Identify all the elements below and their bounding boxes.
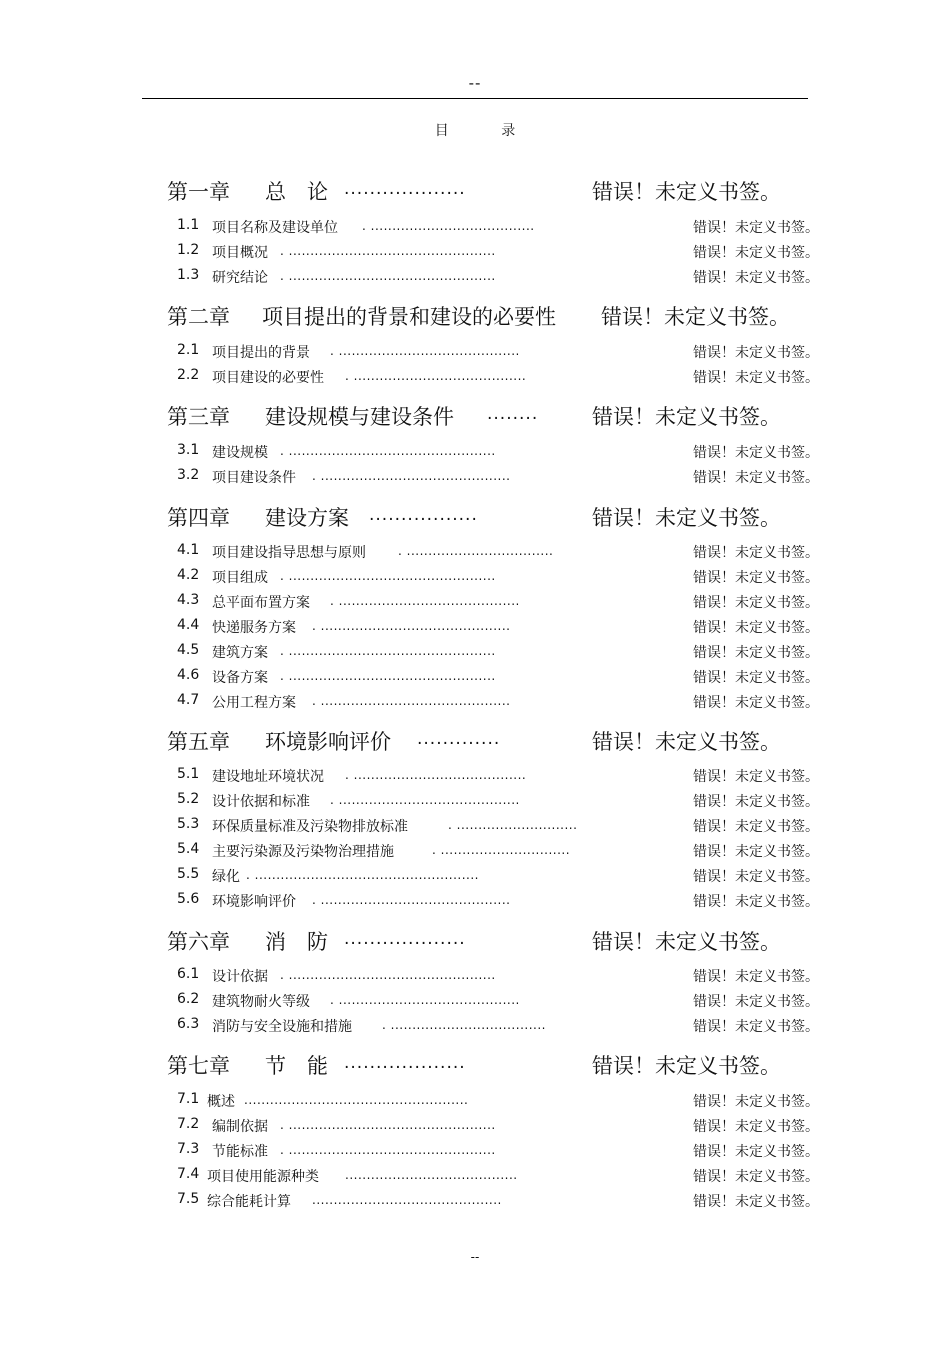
section-number: 3.1 (177, 442, 200, 458)
dot-leader: ............................................ (312, 1193, 502, 1207)
dot-leader: . .......................................... (330, 344, 520, 358)
section-number: 4.1 (177, 542, 200, 558)
dot-leader: . ........................................ (345, 768, 527, 782)
section-title: 绿化 (212, 869, 240, 885)
section-entry (0, 991, 950, 1011)
chapter-number: 第五章 (167, 730, 230, 754)
section-number: 4.2 (177, 567, 200, 583)
section-entry (0, 242, 950, 262)
section-entry (0, 467, 950, 487)
chapter-page-ref: 错误！未定义书签。 (601, 305, 790, 329)
section-title: 项目使用能源种类 (207, 1169, 319, 1185)
chapter-number: 第一章 (167, 180, 230, 204)
section-page-ref: 错误！未定义书签。 (693, 769, 819, 785)
section-entry (0, 642, 950, 662)
section-page-ref: 错误！未定义书签。 (693, 1144, 819, 1160)
section-number: 5.2 (177, 791, 200, 807)
section-title: 项目名称及建设单位 (212, 220, 338, 236)
section-entry (0, 592, 950, 612)
section-entry (0, 891, 950, 911)
section-page-ref: 错误！未定义书签。 (693, 670, 819, 686)
toc-title: 目 录 (434, 123, 540, 139)
section-page-ref: 错误！未定义书签。 (693, 844, 819, 860)
chapter-page-ref: 错误！未定义书签。 (592, 180, 781, 204)
section-number: 7.3 (177, 1141, 200, 1157)
dot-leader: . ............................................ (312, 469, 511, 483)
section-page-ref: 错误！未定义书签。 (693, 1019, 819, 1035)
section-entry (0, 816, 950, 836)
section-entry (0, 367, 950, 387)
chapter-entry (0, 502, 950, 532)
section-title: 主要污染源及污染物治理措施 (212, 844, 394, 860)
section-title: 建筑方案 (212, 645, 268, 661)
section-title: 环保质量标准及污染物排放标准 (212, 819, 408, 835)
dot-leader: ................... (344, 1053, 466, 1073)
section-page-ref: 错误！未定义书签。 (693, 819, 819, 835)
chapter-page-ref: 错误！未定义书签。 (592, 405, 781, 429)
section-title: 建设地址环境状况 (212, 769, 324, 785)
section-title: 环境影响评价 (212, 894, 296, 910)
section-number: 2.1 (177, 342, 200, 358)
dot-leader: . ................................................ (280, 444, 496, 458)
section-number: 4.3 (177, 592, 200, 608)
chapter-title: 节 能 (265, 1054, 328, 1078)
chapter-entry (0, 926, 950, 956)
section-page-ref: 错误！未定义书签。 (693, 220, 819, 236)
chapter-title: 项目提出的背景和建设的必要性 (262, 305, 556, 329)
section-entry (0, 1191, 950, 1211)
section-number: 3.2 (177, 467, 200, 483)
dot-leader: . ................................................ (280, 644, 496, 658)
section-title: 项目建设条件 (212, 470, 296, 486)
dot-leader: . .............................. (432, 843, 571, 857)
dot-leader: . ................................................ (280, 1118, 496, 1132)
section-entry (0, 1141, 950, 1161)
section-page-ref: 错误！未定义书签。 (693, 994, 819, 1010)
chapter-title: 建设规模与建设条件 (265, 405, 454, 429)
dot-leader: .................................................... (244, 1093, 469, 1107)
dot-leader: . .......................................... (330, 594, 520, 608)
section-title: 设计依据 (212, 969, 268, 985)
section-page-ref: 错误！未定义书签。 (693, 270, 819, 286)
section-number: 4.4 (177, 617, 200, 633)
section-page-ref: 错误！未定义书签。 (693, 869, 819, 885)
section-page-ref: 错误！未定义书签。 (693, 445, 819, 461)
chapter-page-ref: 错误！未定义书签。 (592, 930, 781, 954)
section-page-ref: 错误！未定义书签。 (693, 894, 819, 910)
chapter-page-ref: 错误！未定义书签。 (592, 730, 781, 754)
section-page-ref: 错误！未定义书签。 (693, 545, 819, 561)
section-number: 1.1 (177, 217, 200, 233)
section-number: 2.2 (177, 367, 200, 383)
dot-leader: . .................................................... (246, 868, 479, 882)
section-page-ref: 错误！未定义书签。 (693, 794, 819, 810)
section-entry (0, 267, 950, 287)
chapter-title: 消 防 (265, 930, 328, 954)
section-page-ref: 错误！未定义书签。 (693, 1194, 819, 1210)
section-number: 4.6 (177, 667, 200, 683)
section-page-ref: 错误！未定义书签。 (693, 1119, 819, 1135)
section-page-ref: 错误！未定义书签。 (693, 1094, 819, 1110)
section-entry (0, 791, 950, 811)
dot-leader: . ............................................ (312, 694, 511, 708)
section-title: 建设规模 (212, 445, 268, 461)
section-title: 设备方案 (212, 670, 268, 686)
section-page-ref: 错误！未定义书签。 (693, 1169, 819, 1185)
section-title: 快递服务方案 (212, 620, 296, 636)
chapter-entry (0, 726, 950, 756)
section-title: 设计依据和标准 (212, 794, 310, 810)
section-entry (0, 342, 950, 362)
section-number: 1.3 (177, 267, 200, 283)
chapter-title: 总 论 (265, 180, 328, 204)
chapter-number: 第三章 (167, 405, 230, 429)
section-title: 项目组成 (212, 570, 268, 586)
section-number: 7.5 (177, 1191, 200, 1207)
section-entry (0, 567, 950, 587)
section-title: 总平面布置方案 (212, 595, 310, 611)
section-page-ref: 错误！未定义书签。 (693, 370, 819, 386)
chapter-title: 环境影响评价 (265, 730, 391, 754)
dot-leader: . ................................................ (280, 968, 496, 982)
section-title: 项目建设指导思想与原则 (212, 545, 366, 561)
chapter-number: 第六章 (167, 930, 230, 954)
section-entry (0, 966, 950, 986)
dot-leader: . ................................................ (280, 244, 496, 258)
dot-leader: . ............................ (448, 818, 578, 832)
dot-leader: ........................................ (345, 1168, 518, 1182)
section-title: 项目建设的必要性 (212, 370, 324, 386)
section-entry (0, 217, 950, 237)
dot-leader: . ................................................ (280, 1143, 496, 1157)
section-entry (0, 1016, 950, 1036)
chapter-page-ref: 错误！未定义书签。 (592, 506, 781, 530)
section-number: 6.2 (177, 991, 200, 1007)
section-title: 研究结论 (212, 270, 268, 286)
section-entry (0, 617, 950, 637)
section-page-ref: 错误！未定义书签。 (693, 345, 819, 361)
section-entry (0, 866, 950, 886)
section-number: 4.7 (177, 692, 200, 708)
section-entry (0, 1166, 950, 1186)
section-entry (0, 692, 950, 712)
dot-leader: . ............................................ (312, 893, 511, 907)
dot-leader: . ................................................ (280, 569, 496, 583)
section-entry (0, 442, 950, 462)
page-header-mark: -- (468, 74, 482, 92)
section-entry (0, 542, 950, 562)
chapter-number: 第四章 (167, 506, 230, 530)
dot-leader: . ................................................ (280, 269, 496, 283)
section-title: 公用工程方案 (212, 695, 296, 711)
chapter-entry (0, 401, 950, 431)
section-number: 5.4 (177, 841, 200, 857)
section-title: 节能标准 (212, 1144, 268, 1160)
section-number: 1.2 (177, 242, 200, 258)
section-entry (0, 1091, 950, 1111)
dot-leader: ............. (417, 729, 501, 749)
section-number: 7.4 (177, 1166, 200, 1182)
dot-leader: . .......................................... (330, 793, 520, 807)
section-number: 7.1 (177, 1091, 200, 1107)
section-page-ref: 错误！未定义书签。 (693, 245, 819, 261)
section-page-ref: 错误！未定义书签。 (693, 470, 819, 486)
section-page-ref: 错误！未定义书签。 (693, 645, 819, 661)
section-title: 消防与安全设施和措施 (212, 1019, 352, 1035)
chapter-entry (0, 176, 950, 206)
section-page-ref: 错误！未定义书签。 (693, 969, 819, 985)
section-title: 项目提出的背景 (212, 345, 310, 361)
section-entry (0, 766, 950, 786)
dot-leader: . ................................................ (280, 669, 496, 683)
section-number: 6.3 (177, 1016, 200, 1032)
chapter-entry (0, 301, 950, 331)
chapter-title: 建设方案 (265, 506, 349, 530)
section-title: 项目概况 (212, 245, 268, 261)
section-title: 概述 (207, 1094, 235, 1110)
dot-leader: . ........................................ (345, 369, 527, 383)
section-number: 5.1 (177, 766, 200, 782)
section-page-ref: 错误！未定义书签。 (693, 570, 819, 586)
section-page-ref: 错误！未定义书签。 (693, 620, 819, 636)
chapter-number: 第二章 (167, 305, 230, 329)
section-number: 5.3 (177, 816, 200, 832)
dot-leader: . ...................................... (362, 219, 535, 233)
dot-leader: ................... (344, 179, 466, 199)
dot-leader: ................... (344, 929, 466, 949)
dot-leader: . .................................... (382, 1018, 546, 1032)
dot-leader: ................. (369, 505, 478, 525)
section-number: 7.2 (177, 1116, 200, 1132)
section-page-ref: 错误！未定义书签。 (693, 595, 819, 611)
chapter-page-ref: 错误！未定义书签。 (592, 1054, 781, 1078)
page-footer-mark: -- (470, 1250, 480, 1264)
section-title: 建筑物耐火等级 (212, 994, 310, 1010)
chapter-number: 第七章 (167, 1054, 230, 1078)
section-title: 综合能耗计算 (207, 1194, 291, 1210)
dot-leader: ........ (487, 404, 539, 424)
section-page-ref: 错误！未定义书签。 (693, 695, 819, 711)
section-title: 编制依据 (212, 1119, 268, 1135)
chapter-entry (0, 1050, 950, 1080)
section-number: 6.1 (177, 966, 200, 982)
section-entry (0, 841, 950, 861)
section-entry (0, 1116, 950, 1136)
dot-leader: . .......................................... (330, 993, 520, 1007)
dot-leader: . ............................................ (312, 619, 511, 633)
section-number: 5.6 (177, 891, 200, 907)
section-number: 5.5 (177, 866, 200, 882)
section-entry (0, 667, 950, 687)
dot-leader: . .................................. (398, 544, 554, 558)
section-number: 4.5 (177, 642, 200, 658)
